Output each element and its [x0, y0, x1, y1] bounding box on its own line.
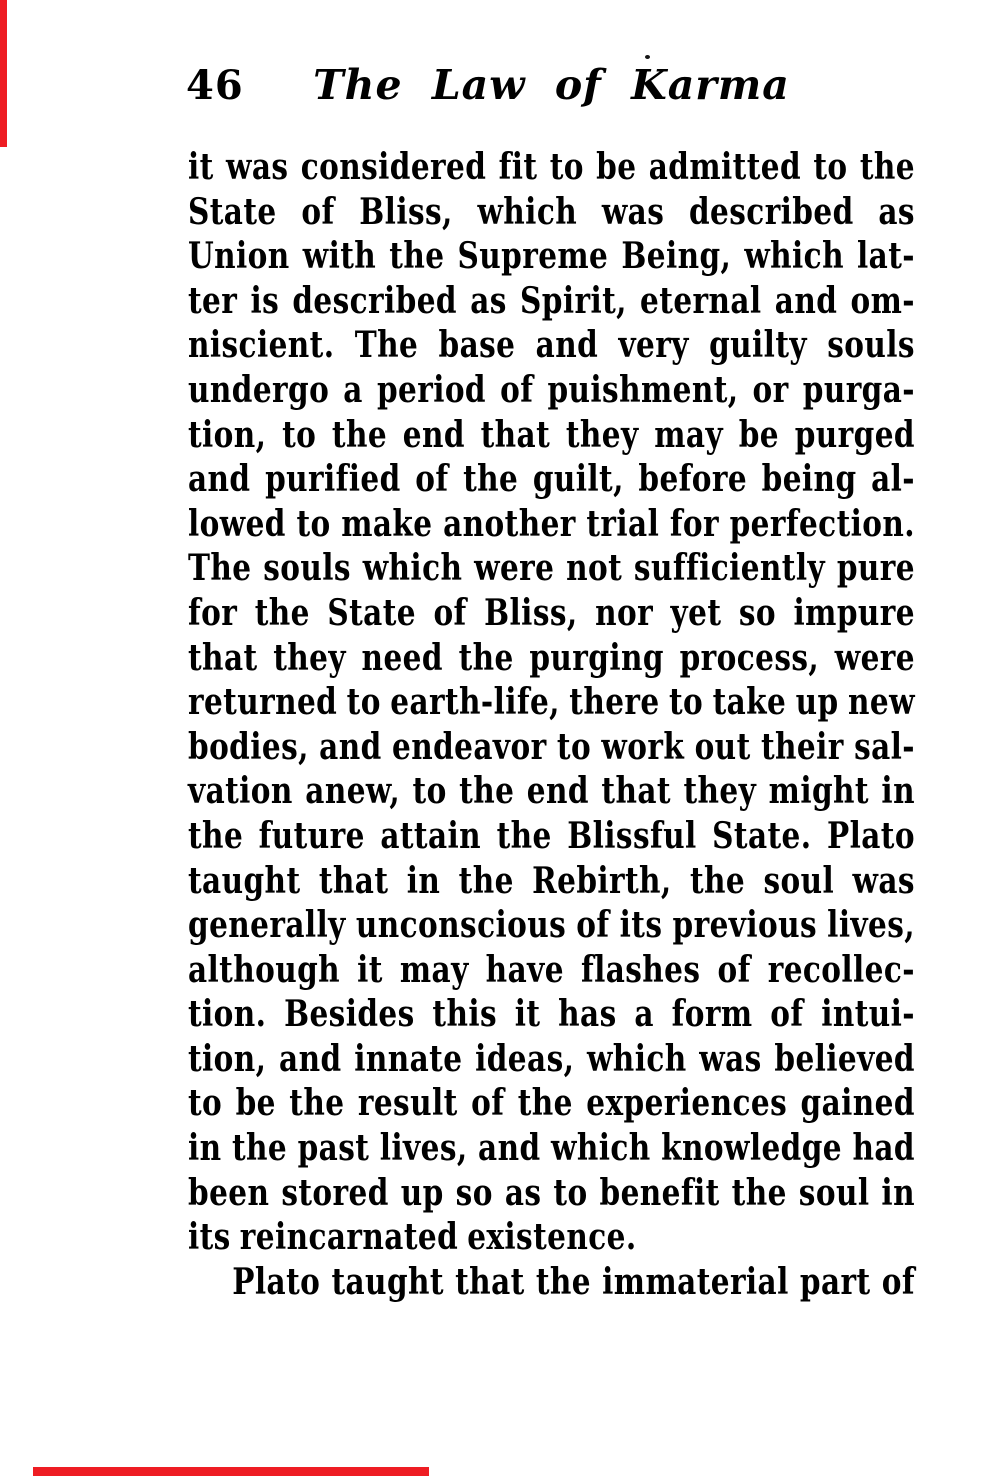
text-line: tion. Besides this it has a form of intui- — [188, 993, 915, 1036]
text-line: returned to earth-life, there to take up new — [188, 681, 915, 724]
text-line: and purified of the guilt, before being al- — [188, 458, 915, 501]
text-line: to be the result of the experiences gained — [188, 1082, 915, 1125]
text-line: undergo a period of puishment, or purga- — [188, 368, 915, 411]
scan-artifact-left-edge — [0, 0, 7, 147]
text-line: in the past lives, and which knowledge had — [188, 1127, 915, 1170]
text-line: bodies, and endeavor to work out their sal- — [188, 725, 915, 768]
text-line: for the State of Bliss, nor yet so impure — [188, 591, 915, 634]
text-line: it was considered fit to be admitted to the — [188, 146, 915, 188]
scan-artifact-speck — [645, 55, 650, 59]
text-line: State of Bliss, which was described as — [188, 190, 915, 233]
text-line: the future attain the Blissful State. Plato — [188, 814, 915, 857]
text-line: tion, and innate ideas, which was believed — [188, 1037, 915, 1080]
text-line: taught that in the Rebirth, the soul was — [188, 859, 915, 902]
text-line: ter is described as Spirit, eternal and om- — [188, 279, 915, 322]
text-line: generally unconscious of its previous lives, — [188, 904, 915, 947]
text-block — [188, 145, 915, 1304]
scan-artifact-bottom-edge — [33, 1467, 429, 1476]
text-line: that they need the purging process, were — [188, 636, 915, 679]
text-line: Plato taught that the immaterial part of — [232, 1260, 915, 1303]
text-line: The souls which were not sufficiently pure — [188, 547, 915, 590]
text-line: been stored up so as to benefit the soul in — [188, 1171, 915, 1214]
text-line: vation anew, to the end that they might in — [188, 770, 915, 813]
text-line: although it may have flashes of recollec- — [188, 948, 915, 991]
page-number: 46 — [186, 62, 244, 109]
running-title: The Law of Karma — [313, 61, 790, 109]
text-line: Union with the Supreme Being, which lat- — [188, 235, 915, 278]
text-line: its reincarnated existence. — [188, 1216, 637, 1259]
text-line: niscient. The base and very guilty souls — [188, 324, 915, 367]
text-line: tion, to the end that they may be purged — [188, 413, 915, 456]
text-line: lowed to make another trial for perfection. — [188, 502, 915, 545]
